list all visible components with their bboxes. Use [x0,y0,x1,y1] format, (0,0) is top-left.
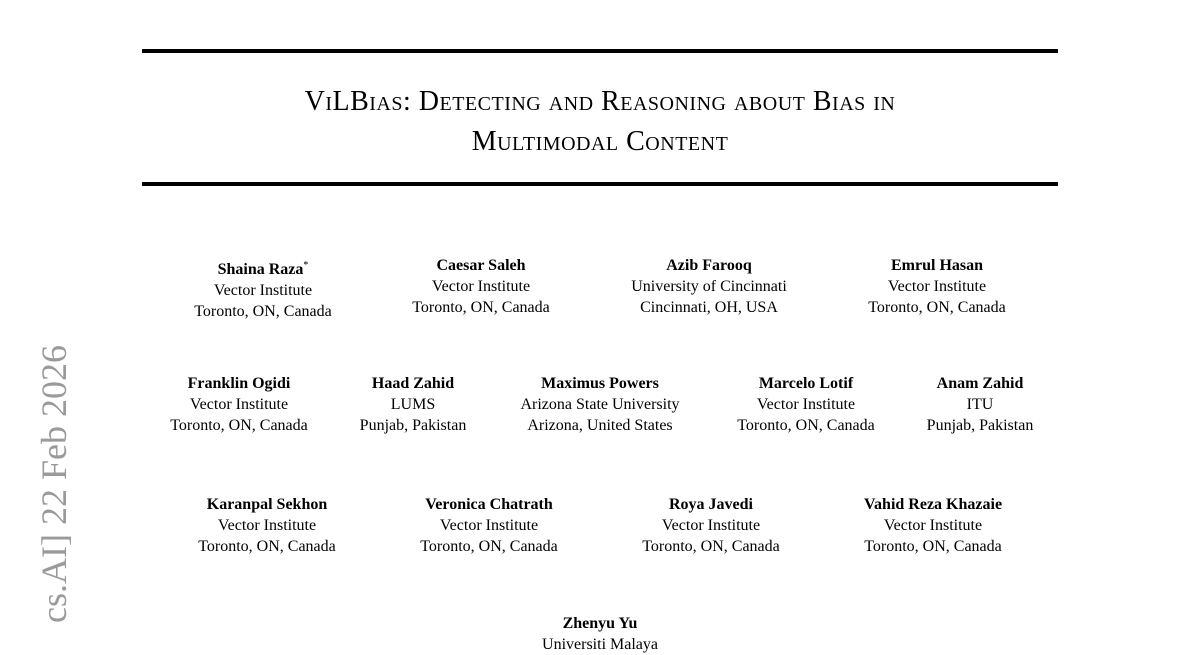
author-affiliation: Vector Institute [439,517,539,534]
author-block [420,494,558,557]
author-name: Azib Farooq [666,257,752,274]
author-block [642,494,780,557]
author-block [631,255,787,318]
author-location: Toronto, ON, Canada [642,538,780,555]
author-block [194,255,332,322]
author-name: Roya Javedi [668,496,753,513]
author-location: Arizona, United States [527,417,673,434]
author-name: Haad Zahid [371,375,455,392]
author-name: Veronica Chatrath [425,496,553,513]
author-location: Toronto, ON, Canada [412,299,550,316]
author-affiliation: Vector Institute [661,517,761,534]
corresponding-author-mark: * [303,260,309,271]
author-block [864,494,1002,557]
author-name: Karanpal Sekhon [206,496,328,513]
author-location: Toronto, ON, Canada [420,538,558,555]
author-affiliation: Vector Institute [431,278,531,295]
author-name: Vahid Reza Khazaie [863,496,1003,513]
author-name: Shaina Raza* [217,260,309,278]
author-block [520,373,679,436]
author-location: Toronto, ON, Canada [868,299,1006,316]
author-affiliation: Vector Institute [756,396,856,413]
author-affiliation: Vector Institute [189,396,289,413]
author-location: Toronto, ON, Canada [198,538,336,555]
author-block [868,255,1006,318]
author-name: Zhenyu Yu [562,615,638,632]
author-block [412,255,550,318]
author-affiliation: LUMS [390,396,436,413]
arxiv-side-stamp: cs.AI] 22 Feb 2026 [34,345,74,623]
author-affiliation: University of Cincinnati [631,278,787,295]
title-top-rule [142,49,1058,53]
author-name: Marcelo Lotif [758,375,854,392]
title-bottom-rule [142,182,1058,186]
author-affiliation: Vector Institute [883,517,983,534]
author-block [542,613,658,655]
author-name: Maximus Powers [541,375,659,392]
author-block [360,373,467,436]
title-line-1: ViLBias: Detecting and Reasoning about Bias in [304,86,896,117]
author-location: Toronto, ON, Canada [194,303,332,320]
paper-title [142,82,1058,162]
author-affiliation: Vector Institute [213,282,313,299]
author-location: Toronto, ON, Canada [864,538,1002,555]
author-location: Punjab, Pakistan [926,417,1034,434]
author-block [737,373,875,436]
author-block [170,373,308,436]
author-name: Emrul Hasan [890,257,984,274]
author-block [198,494,336,557]
author-name: Caesar Saleh [436,257,526,274]
author-name: Franklin Ogidi [187,375,291,392]
author-affiliation: Arizona State University [520,396,680,413]
author-affiliation: Universiti Malaya [542,636,658,653]
author-name: Anam Zahid [936,375,1024,392]
author-affiliation: Vector Institute [217,517,317,534]
author-location: Cincinnati, OH, USA [640,299,778,316]
author-block [927,373,1034,436]
title-line-2: Multimodal Content [471,126,729,157]
author-location: Punjab, Pakistan [359,417,467,434]
author-affiliation: ITU [966,396,994,413]
author-affiliation: Vector Institute [887,278,987,295]
author-location: Toronto, ON, Canada [170,417,308,434]
author-location: Toronto, ON, Canada [737,417,875,434]
